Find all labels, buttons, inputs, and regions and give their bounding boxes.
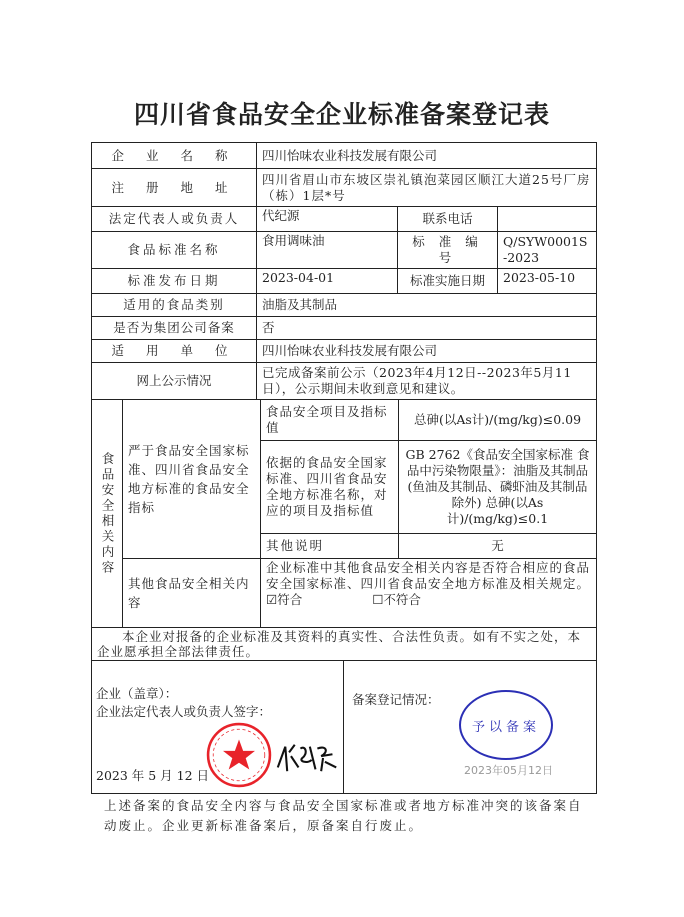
registration-label: 备案登记情况：: [352, 692, 440, 707]
address-value: 四川省眉山市东坡区崇礼镇泡菜园区顺江大道25号厂房（栋）1层*号: [256, 168, 597, 207]
company-seal-stamp: [206, 722, 272, 788]
basis-value: GB 2762《食品安全国家标准 食品中污染物限量》：油脂及其制品(鱼油及其制品、磷虾油及其制品除外) 总砷(以As计)/(mg/kg)≤0.1: [398, 440, 597, 534]
basis-label: 依据的食品安全国家标准、四川省食品安全地方标准名称，对应的项目及指标值: [260, 440, 399, 534]
safety-section-label: 食品安全相关内容: [91, 399, 123, 628]
implement-date-value: 2023-05-10: [497, 268, 597, 294]
standard-code-value: Q/SYW0001S-2023: [497, 231, 597, 269]
other-note-label: 其他说明: [260, 533, 399, 559]
sign-label: 企业法定代表人或负责人签字：: [96, 704, 272, 719]
group-label: 是否为集团公司备案: [91, 316, 257, 340]
unit-label: 适 用 单 位: [91, 339, 257, 363]
statement: 本企业对报备的企业标准及其资料的真实性、合法性负责。如有不实之处，本企业愿承担全部法律责任。: [91, 627, 597, 661]
registration-stamp: 予以备案: [459, 690, 553, 760]
group-value: 否: [256, 316, 597, 340]
phone-value: [497, 206, 597, 232]
category-label: 适用的食品类别: [91, 293, 257, 317]
other-safety-question: 企业标准中其他食品安全相关内容是否符合相应的食品安全国家标准、四川省食品安全地方标准及相关规定。: [266, 560, 591, 591]
standard-name-value: 食用调味油: [256, 231, 398, 269]
publish-date-label: 标准发布日期: [91, 268, 257, 294]
footer-note: 上述备案的食品安全内容与食品安全国家标准或者地方标准冲突的该备案自动废止。企业更新标准备案后，原备案自行废止。: [104, 798, 583, 833]
legal-rep-value: 代纪源: [256, 206, 398, 232]
address-label: 注 册 地 址: [91, 168, 257, 207]
not-comply-checkbox[interactable]: ☐不符合: [372, 592, 421, 607]
handwritten-signature: [274, 738, 340, 778]
registration-date: 2023年05月12日: [464, 764, 553, 777]
item-label: 食品安全项目及指标值: [260, 399, 399, 441]
comply-checkbox[interactable]: ☑符合: [266, 592, 303, 607]
publish-date-value: 2023-04-01: [256, 268, 398, 294]
company-name-value: 四川怡味农业科技发展有限公司: [256, 142, 597, 169]
publicity-value: 已完成备案前公示（2023年4月12日--2023年5月11日），公示期间未收到意见和建议。: [256, 362, 597, 400]
implement-date-label: 标准实施日期: [397, 268, 498, 294]
other-note-value: 无: [398, 533, 597, 559]
publicity-label: 网上公示情况: [91, 362, 257, 400]
stricter-indicators-label: 严于食品安全国家标准、四川省食品安全地方标准的食品安全指标: [122, 399, 261, 559]
other-safety-label: 其他食品安全相关内容: [122, 558, 261, 628]
seal-label: 企业（盖章）：: [96, 686, 178, 701]
other-safety-cell: [260, 558, 597, 628]
item-value: 总砷(以As计)/(mg/kg)≤0.09: [398, 399, 597, 441]
category-value: 油脂及其制品: [256, 293, 597, 317]
phone-label: 联系电话: [397, 206, 498, 232]
legal-rep-label: 法定代表人或负责人: [91, 206, 257, 232]
standard-code-label: 标 准 编 号: [397, 231, 498, 269]
standard-name-label: 食品标准名称: [91, 231, 257, 269]
unit-value: 四川怡味农业科技发展有限公司: [256, 339, 597, 363]
page-title: 四川省食品安全企业标准备案登记表: [133, 100, 550, 129]
signature-date: 2023 年 5 月 12 日: [96, 768, 210, 783]
company-name-label: 企 业 名 称: [91, 142, 257, 169]
